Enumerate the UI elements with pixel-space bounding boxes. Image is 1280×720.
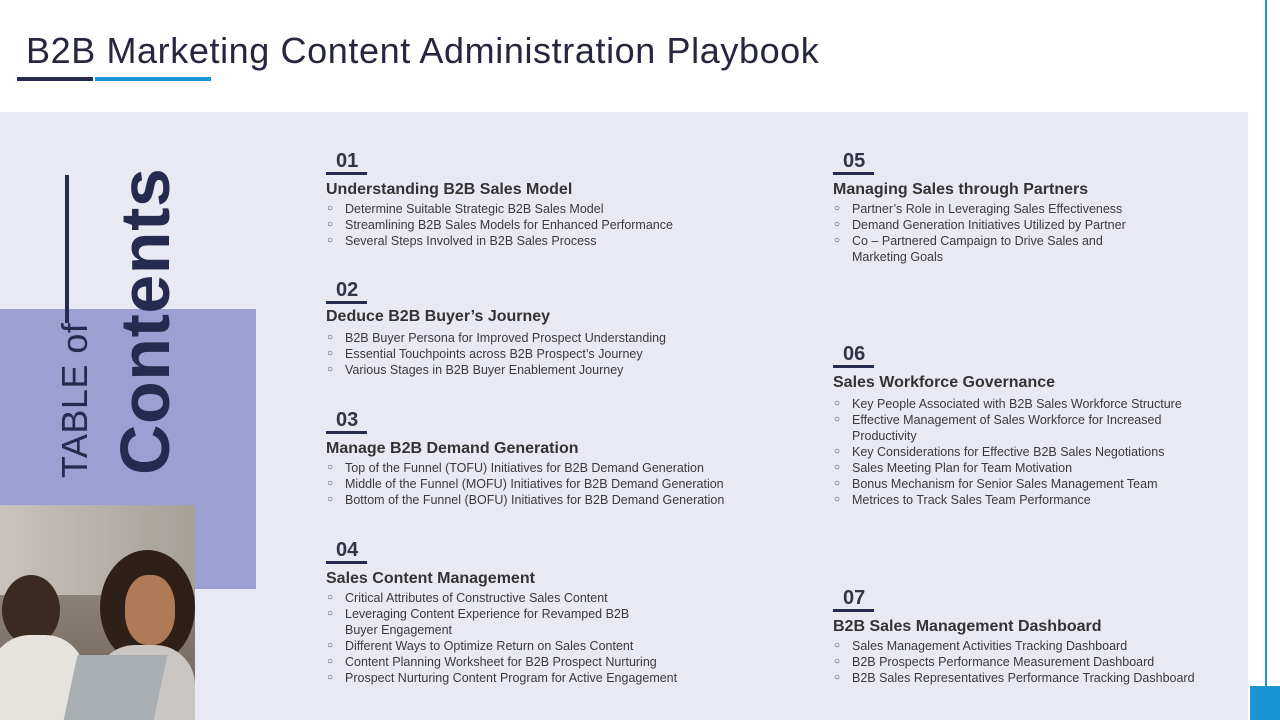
bullet-item: ○ Streamlining B2B Sales Models for Enhanced Performance [326, 217, 673, 233]
toc-label: TABLE of [54, 322, 95, 478]
bullet-item: ○ Prospect Nurturing Content Program for Active Engagement [326, 670, 677, 686]
section-title: Deduce B2B Buyer’s Journey [326, 308, 551, 325]
bullet-item: ○ Bottom of the Funnel (BOFU) Initiatives for B2B Demand Generation [326, 492, 724, 508]
section-title: Understanding B2B Sales Model [326, 181, 573, 198]
title-underline-blue [95, 77, 211, 81]
section-02 [326, 279, 666, 378]
bullet-item: ○ Demand Generation Initiatives Utilized by Partner [833, 217, 1126, 233]
bullet-item: ○ B2B Buyer Persona for Improved Prospect Understanding [326, 330, 666, 346]
section-01 [326, 150, 673, 249]
section-number: 03 [326, 409, 367, 434]
section-number: 04 [326, 539, 367, 564]
section-05 [833, 150, 1126, 265]
bullet-item: ○ Co – Partnered Campaign to Drive Sales and [833, 233, 1126, 249]
bullet-item: ○ Determine Suitable Strategic B2B Sales Model [326, 201, 673, 217]
section-number: 01 [326, 150, 367, 175]
section-title: Sales Workforce Governance [833, 374, 1056, 391]
bullet-item: ○ Several Steps Involved in B2B Sales Process [326, 233, 673, 249]
bullet-item: ○ Different Ways to Optimize Return on Sales Content [326, 638, 677, 654]
section-title: Manage B2B Demand Generation [326, 440, 579, 457]
section-items [326, 460, 724, 508]
bullet-item: ○ Top of the Funnel (TOFU) Initiatives for B2B Demand Generation [326, 460, 724, 476]
bullet-item: ○ B2B Prospects Performance Measurement Dashboard [833, 654, 1195, 670]
section-number: 02 [326, 279, 367, 304]
section-items [833, 638, 1195, 686]
section-title: Sales Content Management [326, 570, 535, 587]
bullet-item: ○ Critical Attributes of Constructive Sales Content [326, 590, 677, 606]
bullet-item: ○ Content Planning Worksheet for B2B Prospect Nurturing [326, 654, 677, 670]
title-underline-dark [17, 77, 93, 81]
bullet-item: ○ Key People Associated with B2B Sales Workforce Structure [833, 396, 1182, 412]
bullet-item: ○ B2B Sales Representatives Performance Tracking Dashboard [833, 670, 1195, 686]
toc-divider-line [65, 175, 69, 323]
bullet-item-continuation: Buyer Engagement [345, 623, 453, 637]
section-07 [833, 587, 1195, 686]
bullet-item: ○ Metrices to Track Sales Team Performance [833, 492, 1182, 508]
bullet-item: ○ Key Considerations for Effective B2B Sales Negotiations [833, 444, 1182, 460]
bullet-item: ○ Middle of the Funnel (MOFU) Initiatives for B2B Demand Generation [326, 476, 724, 492]
bullet-item-continuation: Productivity [852, 429, 917, 443]
section-04 [326, 539, 677, 686]
section-items [326, 590, 677, 686]
bullet-item: ○ Bonus Mechanism for Senior Sales Management Team [833, 476, 1182, 492]
bullet-item: ○ Various Stages in B2B Buyer Enablement Journey [326, 362, 666, 378]
bullet-item: ○ Partner’s Role in Leveraging Sales Effectiveness [833, 201, 1126, 217]
section-items [326, 201, 673, 249]
bullet-item: ○ Effective Management of Sales Workforce for Increased [833, 412, 1182, 428]
bullet-item: ○ Sales Meeting Plan for Team Motivation [833, 460, 1182, 476]
section-title: B2B Sales Management Dashboard [833, 618, 1102, 635]
section-items [833, 396, 1182, 508]
corner-accent-square [1250, 686, 1280, 720]
page-title: B2B Marketing Content Administration Playbook [26, 30, 820, 71]
section-title: Managing Sales through Partners [833, 181, 1089, 198]
bullet-item-continuation: Marketing Goals [852, 250, 944, 264]
section-items [833, 201, 1126, 265]
bullet-item: ○ Sales Management Activities Tracking Dashboard [833, 638, 1195, 654]
bullet-item: ○ Essential Touchpoints across B2B Prospect’s Journey [326, 346, 666, 362]
section-03 [326, 409, 724, 508]
team-photo [0, 505, 195, 720]
right-accent-line [1265, 0, 1267, 686]
section-number: 06 [833, 343, 874, 368]
section-items [326, 330, 666, 378]
section-06 [833, 343, 1182, 508]
section-number: 05 [833, 150, 874, 175]
section-number: 07 [833, 587, 874, 612]
toc-title: Contents [106, 167, 184, 475]
bullet-item: ○ Leveraging Content Experience for Revamped B2B [326, 606, 677, 622]
